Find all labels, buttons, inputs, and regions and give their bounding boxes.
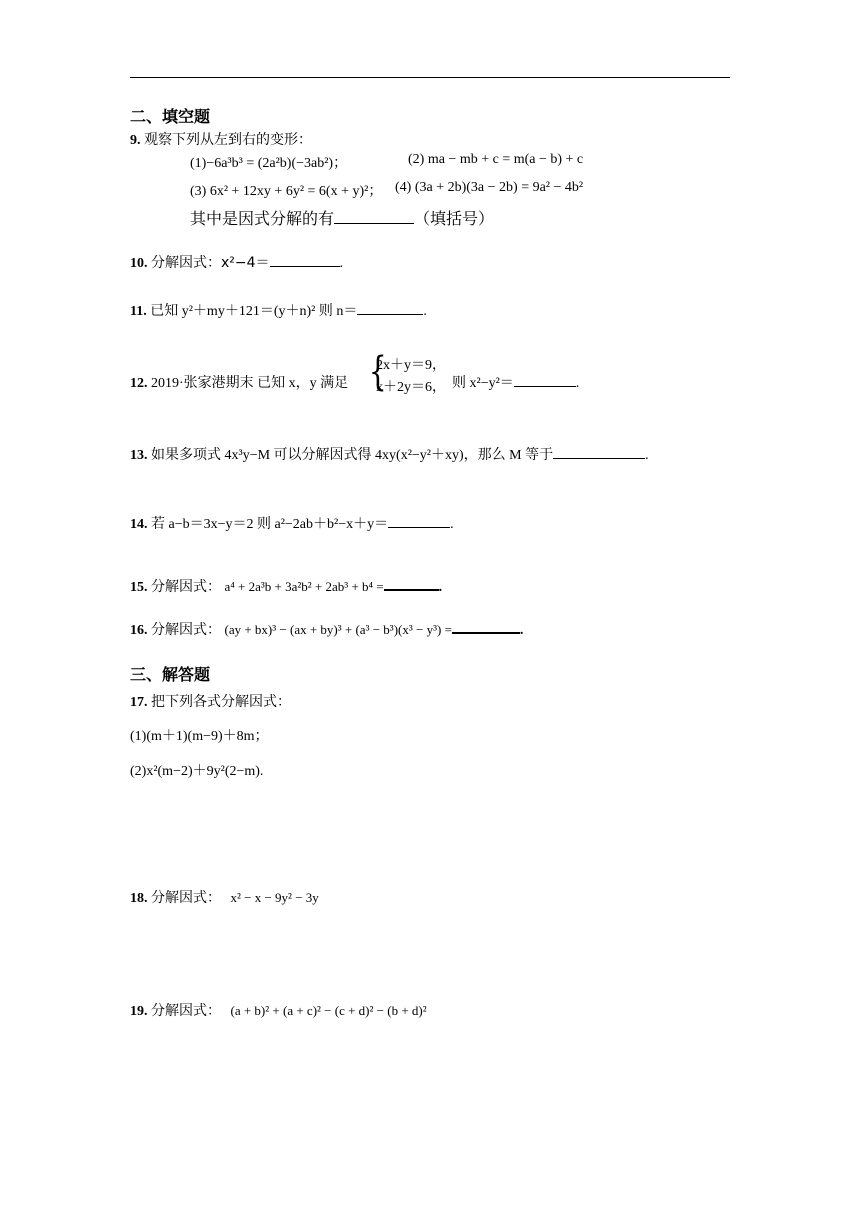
question-9-stem: [130, 129, 312, 149]
question-number: 9.: [130, 133, 141, 148]
question-14: [130, 513, 454, 533]
question-text: 观察下列从左到右的变形：: [144, 132, 312, 148]
question-number: 16.: [130, 623, 148, 638]
question-17-part-1: (1)(m＋1)(m−9)＋8m；: [130, 729, 269, 744]
section-title-solutions: 三、解答题: [130, 665, 211, 684]
question-text: 2019·张家港期末 已知 x，y 满足: [151, 376, 349, 391]
question-text: 分解因式：: [151, 890, 221, 906]
question-11: [130, 300, 427, 320]
question-18: [130, 887, 319, 907]
question-17: [130, 691, 291, 711]
question-number: 12.: [130, 376, 148, 391]
question-number: 11.: [130, 304, 147, 319]
equation-1: 2x＋y＝9，: [376, 358, 446, 373]
question-text: 如果多项式 4x³y−M 可以分解因式得 4xy(x²−y²＋xy)，那么 M 等于: [151, 448, 554, 463]
question-number: 13.: [130, 448, 148, 463]
question-15: [130, 576, 442, 596]
math-expression: x² − x − 9y² − 3y: [230, 890, 319, 905]
question-text: 若 a−b＝3x−y＝2 则 a²−2ab＋b²−x＋y＝: [151, 517, 389, 532]
answer-blank[interactable]: [334, 211, 414, 224]
question-text: 其中是因式分解的有: [190, 209, 335, 228]
question-16: [130, 619, 523, 639]
question-text: 已知 y²＋my＋121＝(y＋n)² 则 n＝: [150, 304, 358, 319]
question-10: [130, 252, 343, 272]
answer-blank[interactable]: [388, 515, 450, 528]
question-17-part-2: (2)x²(m−2)＋9y²(2−m).: [130, 764, 264, 779]
answer-blank[interactable]: [270, 254, 340, 267]
answer-blank[interactable]: [514, 374, 576, 387]
question-13: [130, 444, 649, 464]
question-9-item-2: (2) ma − mb + c = m(a − b) + c: [408, 152, 584, 167]
answer-blank[interactable]: [357, 302, 423, 315]
question-text: 分解因式：: [151, 1003, 221, 1019]
question-12: [130, 372, 348, 392]
question-9-tail: [190, 206, 494, 229]
question-text: 分解因式：x²−4＝: [151, 255, 270, 271]
question-9-item-1: (1)−6a³b³ = (2a²b)(−3ab²)；: [190, 156, 348, 171]
period: .: [438, 580, 443, 595]
math-expression: (ay + bx)³ − (ax + by)³ + (a³ − b³)(x³ − y³) =: [224, 622, 452, 637]
question-9-item-4: (4) (3a + 2b)(3a − 2b) = 9a² − 4b²: [395, 180, 584, 195]
header-rule: [130, 77, 730, 78]
equation-system: [376, 355, 446, 399]
equation-2: x＋2y＝6，: [376, 380, 446, 395]
question-19: [130, 1000, 427, 1020]
question-text: 则 x²−y²＝: [452, 376, 514, 391]
question-text: 分解因式：: [151, 579, 221, 595]
question-9-item-3: (3) 6x² + 12xy + 6y² = 6(x + y)²；: [190, 184, 383, 199]
question-number: 10.: [130, 256, 148, 271]
question-number: 17.: [130, 695, 148, 710]
question-text: 分解因式：: [151, 622, 221, 638]
math-expression: (a + b)² + (a + c)² − (c + d)² − (b + d)²: [230, 1003, 427, 1018]
period: .: [339, 256, 344, 271]
question-number: 15.: [130, 580, 148, 595]
period: .: [423, 304, 427, 319]
question-12-tail: [452, 372, 579, 392]
question-number: 19.: [130, 1004, 148, 1019]
answer-blank[interactable]: [553, 446, 645, 459]
period: .: [575, 376, 580, 391]
question-text: （填括号）: [414, 209, 495, 228]
question-text: 把下列各式分解因式：: [151, 694, 291, 710]
answer-blank[interactable]: [384, 577, 439, 591]
period: .: [450, 517, 454, 532]
section-title-fill-blank: 二、填空题: [130, 107, 211, 126]
period: .: [519, 623, 524, 638]
question-number: 14.: [130, 517, 148, 532]
question-number: 18.: [130, 891, 148, 906]
left-brace: {: [368, 349, 387, 395]
period: .: [645, 448, 649, 463]
math-expression: a⁴ + 2a³b + 3a²b² + 2ab³ + b⁴ =: [224, 579, 384, 594]
answer-blank[interactable]: [452, 620, 520, 634]
